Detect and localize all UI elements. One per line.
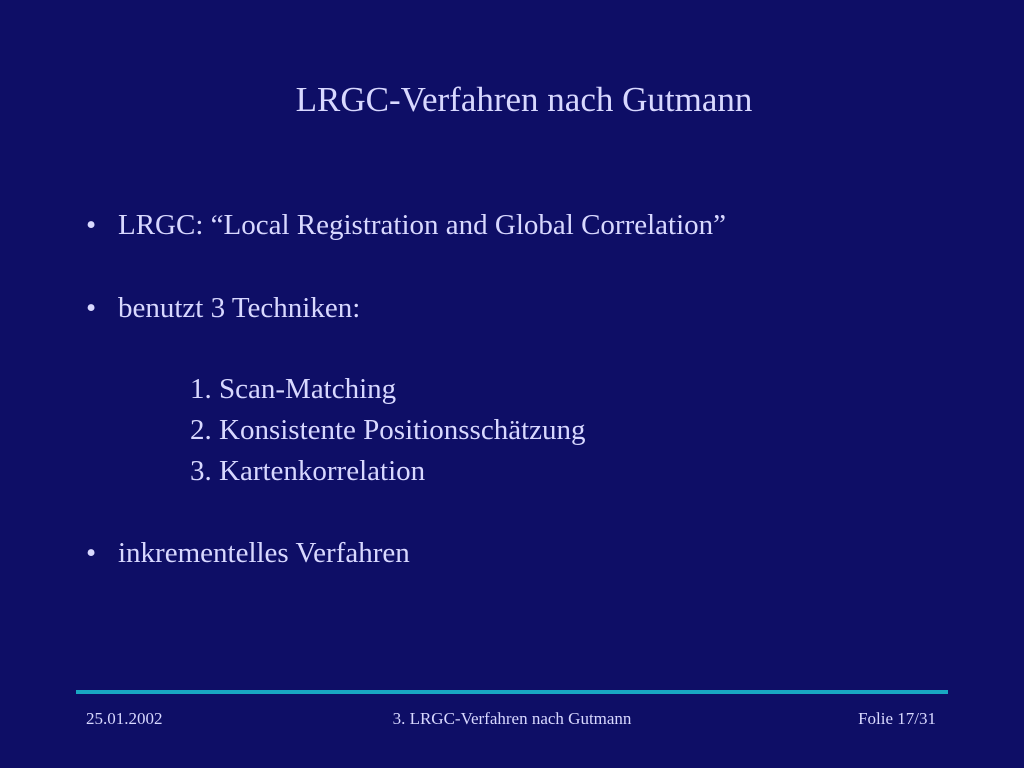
bullet-text: inkrementelles Verfahren <box>118 537 410 569</box>
bullet-item-lrgc <box>86 207 726 243</box>
footer-date: 25.01.2002 <box>86 709 163 728</box>
numbered-item-kartenkorrelation: 3. Kartenkorrelation <box>190 455 426 487</box>
numbered-item-scan-matching: 1. Scan-Matching <box>190 373 397 405</box>
bullet-item-inkrementell <box>86 535 410 571</box>
bullet-text: LRGC: “Local Registration and Global Correlation” <box>118 209 727 241</box>
slide-title: LRGC-Verfahren nach Gutmann <box>295 80 753 119</box>
bullet-marker: • <box>86 209 97 241</box>
bullet-marker: • <box>86 292 97 324</box>
numbered-item-positionsschaetzung: 2. Konsistente Positionsschätzung <box>190 414 586 446</box>
bullet-text: benutzt 3 Techniken: <box>118 292 361 324</box>
bullet-marker: • <box>86 537 97 569</box>
footer-divider <box>76 690 948 694</box>
footer-section-title: 3. LRGC-Verfahren nach Gutmann <box>392 709 632 728</box>
footer-slide-number: Folie 17/31 <box>858 709 936 728</box>
bullet-item-techniken <box>86 290 360 326</box>
